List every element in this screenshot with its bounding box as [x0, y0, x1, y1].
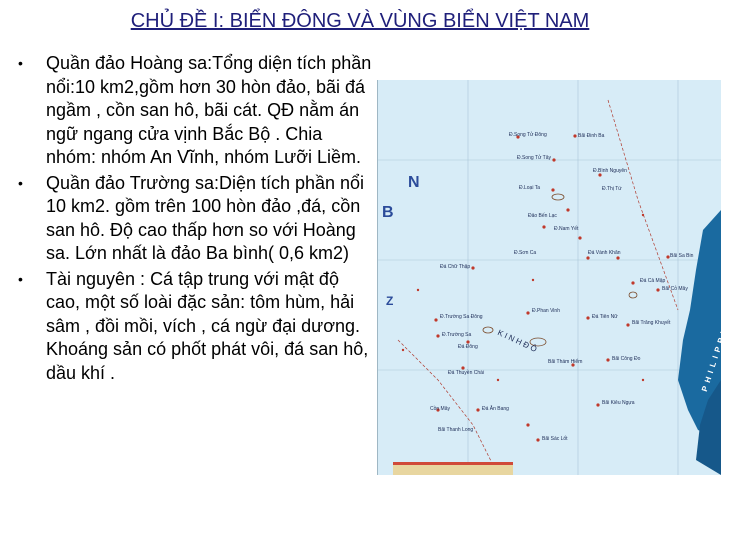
bullet-item-tai-nguyen	[12, 268, 377, 386]
island-label: Bãi Sác Lốt	[542, 436, 568, 442]
island-label: Đ.Thị Tứ	[602, 186, 622, 192]
bullet-item-hoang-sa	[12, 52, 377, 170]
island-label: Đ.Bình Nguyên	[593, 168, 627, 174]
bullet-text: Quần đảo Hoàng sa:Tổng diện tích phần nổi:10 km2,gồm hơn 30 hòn đảo, bãi đá ngầm , cồn san hô, bãi cát. QĐ nằm án ngữ ngang cửa vịnh Bắc Bộ . Chia nhóm: nhóm An Vĩnh, nhóm Lưỡi Liềm.	[46, 53, 372, 167]
island-group-label: K I N H Đ Ô	[496, 328, 539, 355]
island-label: Bãi Công Đo	[612, 356, 641, 362]
island-label: Đ.Song Tử Tây	[517, 155, 552, 161]
island-label: Đảo Bến Lạc	[528, 213, 557, 219]
compass-letter-b: B	[382, 204, 394, 221]
island-label: Bãi Thám Hiểm	[548, 359, 583, 365]
bullet-marker: •	[18, 55, 23, 71]
island-label: Đá Tiên Nữ	[592, 314, 618, 320]
bullet-text: Tài nguyên : Cá tập trung với mật độ cao, một số loài đặc sản: tôm hùm, hải sâm , đồi mồi, vích , cá ngừ đại dương. Khoáng sản có phốt phát vôi, đá san hô, dầu khí .	[46, 268, 369, 383]
island-label: Đ.Sơn Ca	[514, 250, 537, 256]
spratly-islands-map	[377, 80, 731, 475]
island-label: Đá Cả Mập	[640, 278, 666, 284]
island-label: Đ.Song Tử Đông	[509, 132, 547, 138]
island-label: Bãi Trăng Khuyết	[632, 320, 671, 326]
reef-outlines	[483, 194, 637, 346]
bullet-list	[12, 52, 377, 387]
island-label: Bãi Thanh Long	[438, 427, 474, 433]
island-label: Đ.Loại Ta	[519, 185, 541, 191]
island-label: Đá Thuyền Chài	[448, 370, 485, 376]
island-label: Đá Vành Khăn	[588, 250, 621, 256]
island-label: Cồn Mây	[430, 406, 451, 412]
island-label: Bãi Kiêu Ngựa	[602, 400, 635, 406]
island-label: Đ.Trường Sa	[442, 332, 472, 338]
island-label: Đá Chữ Thập	[440, 264, 471, 270]
island-markers	[402, 134, 670, 441]
map-grid	[378, 80, 721, 475]
bullet-marker: •	[18, 270, 23, 287]
island-label: Đá Ân Bang	[482, 406, 509, 412]
map-graphic	[378, 80, 721, 475]
island-label: Đ.Trường Sa Đông	[440, 314, 483, 320]
bullet-item-truong-sa	[12, 172, 377, 266]
bottom-land-border	[393, 462, 513, 465]
island-label: Đ.Phan Vinh	[532, 308, 560, 314]
bullet-text: Quần đảo Trường sa:Diện tích phần nổi 10 km2. gồm trên 100 hòn đảo ,đá, cồn san hô. Độ cao thấp hơn so với Hoàng sa. Lớn nhất là đảo Ba bình( 0,6 km2)	[46, 172, 365, 263]
island-label: Đ.Nam Yết	[554, 226, 579, 232]
bullet-marker: •	[18, 174, 23, 191]
island-label: Đá Đông	[458, 344, 478, 350]
country-label: P H I L I P P I N	[700, 320, 731, 393]
compass-letter-z: Z	[386, 294, 394, 308]
compass-letter-n: N	[408, 174, 420, 191]
island-label: Bãi Đinh Ba	[578, 133, 605, 139]
island-label: Bãi Cỏ Mây	[662, 286, 688, 292]
island-label: Bãi Sa Bin	[670, 253, 694, 259]
page-title: CHỦ ĐỀ I: BIỂN ĐÔNG VÀ VÙNG BIỂN VIỆT NAM	[130, 10, 590, 32]
